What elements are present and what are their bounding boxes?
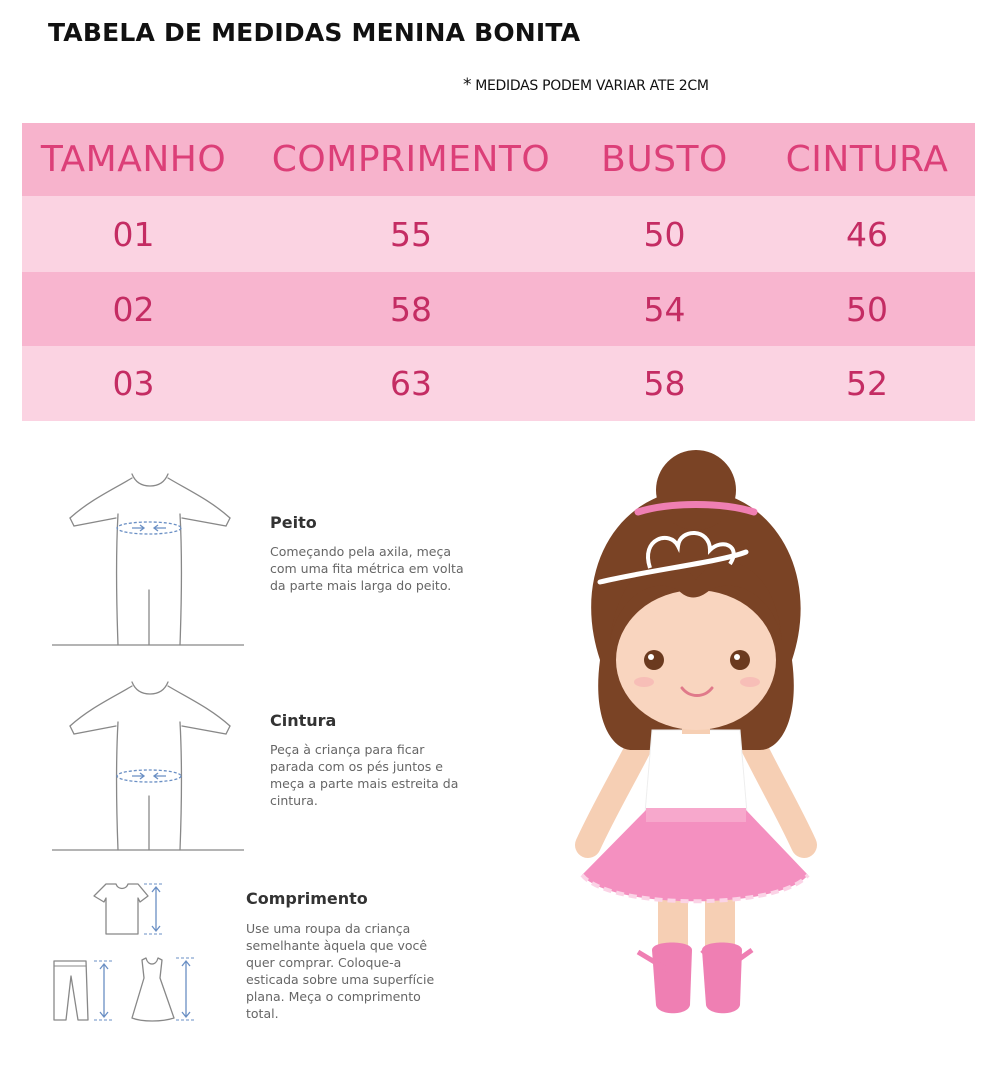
guide-title-cintura: Cintura — [270, 711, 337, 730]
table-row — [22, 346, 975, 421]
text-line: meça a parte mais estreita da — [270, 776, 459, 791]
guide-title-peito: Peito — [270, 513, 317, 532]
guide-title-comprimento: Comprimento — [246, 889, 368, 908]
note-text: MEDIDAS PODEM VARIAR ATE 2CM — [475, 78, 709, 94]
dress-icon — [130, 956, 198, 1026]
guide-text-cintura — [270, 741, 458, 809]
text-line: Começando pela axila, meça — [270, 544, 451, 559]
cell-tamanho: 02 — [112, 289, 155, 329]
cell-comprimento: 58 — [390, 289, 432, 329]
text-line: semelhante àquela que você — [246, 938, 428, 953]
cell-cintura: 46 — [846, 214, 888, 254]
waist-measure-icon — [52, 678, 247, 856]
cell-busto: 54 — [643, 289, 686, 329]
page-title: TABELA DE MEDIDAS MENINA BONITA — [48, 18, 581, 47]
header-comprimento: COMPRIMENTO — [271, 139, 551, 180]
pants-icon — [50, 958, 115, 1024]
header-tamanho: TAMANHO — [40, 139, 227, 180]
text-line: esticada sobre uma superfície — [246, 972, 435, 987]
cell-busto: 58 — [643, 364, 686, 403]
text-line: Use uma roupa da criança — [246, 921, 411, 936]
text-line: plana. Meça o comprimento — [246, 989, 421, 1004]
table-row — [22, 272, 975, 346]
table-header-row — [22, 123, 975, 196]
note-star: * — [463, 75, 472, 95]
header-cintura: CINTURA — [785, 139, 949, 180]
cell-cintura: 50 — [846, 289, 888, 329]
header-busto: BUSTO — [601, 139, 728, 180]
measure-note — [463, 75, 709, 95]
text-line: cintura. — [270, 793, 318, 808]
chest-measure-icon — [52, 470, 247, 650]
guide-text-comprimento — [246, 920, 434, 1022]
cell-tamanho: 03 — [112, 364, 155, 403]
cell-comprimento: 63 — [390, 364, 432, 403]
cell-busto: 50 — [643, 214, 686, 254]
text-line: da parte mais larga do peito. — [270, 578, 452, 593]
text-line: quer comprar. Coloque-a — [246, 955, 402, 970]
cell-comprimento: 55 — [390, 214, 432, 254]
text-line: total. — [246, 1006, 279, 1021]
tshirt-icon — [92, 882, 167, 938]
guide-text-peito — [270, 543, 464, 594]
text-line: parada com os pés juntos e — [270, 759, 443, 774]
girl-illustration — [560, 450, 830, 1020]
text-line: Peça à criança para ficar — [270, 742, 425, 757]
text-line: com uma fita métrica em volta — [270, 561, 464, 576]
cell-cintura: 52 — [846, 364, 888, 403]
table-row — [22, 196, 975, 272]
cell-tamanho: 01 — [112, 214, 155, 254]
size-table — [22, 123, 975, 421]
